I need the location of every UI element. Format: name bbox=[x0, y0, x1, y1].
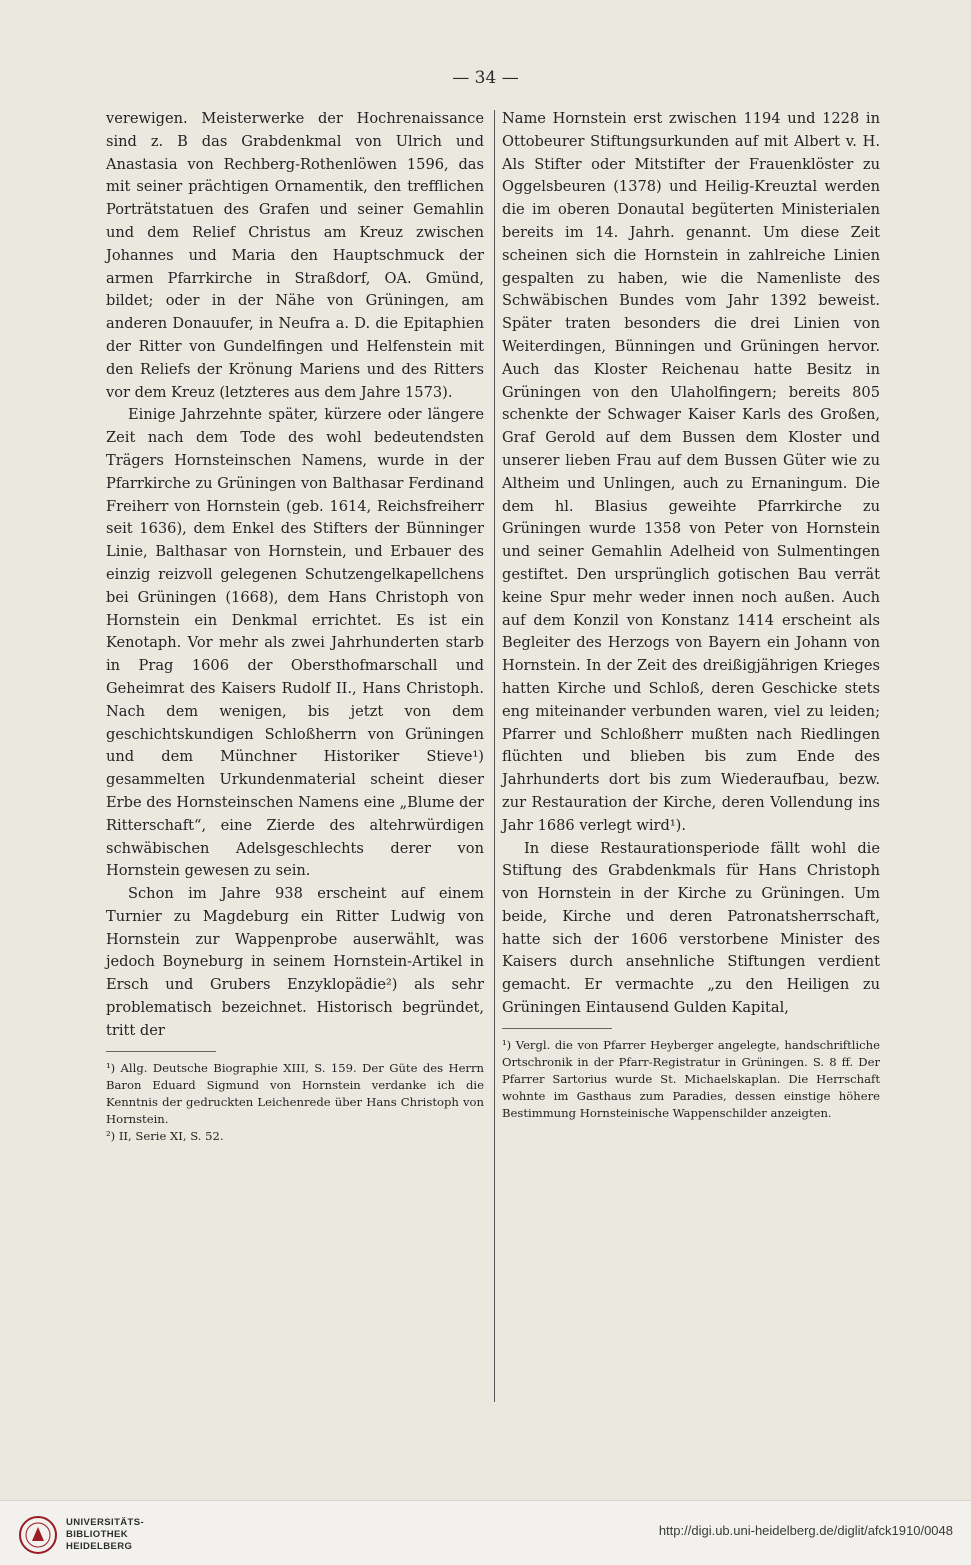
left-column bbox=[106, 108, 484, 1145]
source-url-link[interactable]: http://digi.ub.uni-heidelberg.de/diglit/afck1910/0048 bbox=[658, 1523, 953, 1538]
library-logo[interactable] bbox=[18, 1513, 228, 1557]
right-column bbox=[502, 108, 880, 1122]
paragraph: Einige Jahrzehnte später, kürzere oder längere Zeit nach dem Tode des wohl bedeutendsten Trägers Hornsteinschen Namens, wurde in der Pfarrkirche zu Grüningen von Balthasar Ferdinand Freiherr von Hornstein (geb. 1614, Reichsfreiherr seit 1636), dem Enkel des Stifters der Bünninger Linie, Balthasar von Hornstein, und Erbauer des einzig reizvoll gelegenen Schutzengelkapellchens bei Grüningen (1668), dem Hans Christoph von Hornstein ein Denkmal errichtet. Es ist ein Kenotaph. Vor mehr als zwei Jahrhunderten starb in Prag 1606 der Obersthofmarschall und Geheimrat des Kaisers Rudolf II., Hans Christoph. Nach dem wenigen, bis jetzt von dem geschichtskundigen Schloßherrn von Grüningen und dem Münchner Historiker Stieve¹) gesammelten Urkundenmaterial scheint dieser Erbe des Hornsteinschen Namens eine „Blume der Ritterschaft“, eine Zierde des altehrwürdigen schwäbischen Adelsgeschlechts derer von Hornstein gewesen zu sein. bbox=[106, 406, 484, 880]
logo-line: BIBLIOTHEK bbox=[66, 1529, 129, 1540]
page-number: — 34 — bbox=[452, 68, 519, 88]
footnote: ²) II, Serie XI, S. 52. bbox=[106, 1128, 224, 1143]
footnote: ¹) Vergl. die von Pfarrer Heyberger angelegte, handschriftliche Ortschronik in der Pfarr-Registratur in Grüningen. S. 8 ff. Der Pfarrer Sartorius wurde St. Michaelskaplan. Die Herrschaft wohnte im Gasthaus zum Paradies, dessen einstige höhere Bestimmung Hornsteinische Wappenschilder anzeigten. bbox=[502, 1037, 880, 1120]
footnote-rule bbox=[106, 1051, 216, 1052]
column-divider bbox=[494, 110, 495, 1402]
paragraph: In diese Restaurationsperiode fällt wohl die Stiftung des Grabdenkmals für Hans Christoph von Hornstein in der Kirche zu Grüningen. Um beide, Kirche und deren Patronatsherrschaft, hatte sich der 1606 verstorbene Minister des Kaisers durch ansehnliche Stiftungen verdient gemacht. Er vermachte „zu den Heiligen zu Grüningen Eintausend Gulden Kapital, bbox=[502, 839, 880, 1017]
logo-line: HEIDELBERG bbox=[66, 1541, 133, 1552]
paragraph: verewigen. Meisterwerke der Hochrenaissance sind z. B das Grabdenkmal von Ulrich und Anastasia von Rechberg-Rothenlöwen 1596, das mit seiner prächtigen Ornamentik, den trefflichen Porträtstatuen des Grafen und seiner Gemahlin und dem Relief Christus am Kreuz zwischen Johannes und Maria den Hauptschmuck der armen Pfarrkirche in Straßdorf, OA. Gmünd, bildet; oder in der Nähe von Grüningen, am anderen Donauufer, in Neufra a. D. die Epitaphien der Ritter von Gundelfingen und Helfenstein mit den Reliefs der Krönung Mariens und des Ritters vor dem Kreuz (letzteres aus dem Jahre 1573). bbox=[106, 110, 484, 401]
logo-line: UNIVERSITÄTS- bbox=[66, 1517, 145, 1528]
university-seal-icon bbox=[18, 1515, 58, 1555]
footnote: ¹) Allg. Deutsche Biographie XIII, S. 159. Der Güte des Herrn Baron Eduard Sigmund von Hornstein verdanke ich die Kenntnis der gedruckten Leichenrede über Hans Christoph von Hornstein. bbox=[106, 1060, 484, 1126]
footnote-rule bbox=[502, 1028, 612, 1029]
paragraph: Schon im Jahre 938 erscheint auf einem Turnier zu Magdeburg ein Ritter Ludwig von Hornstein zur Wappenprobe auserwählt, was jedoch Boyneburg in seinem Hornstein-Artikel in Ersch und Grubers Enzyklopädie²) als sehr problematisch bezeichnet. Historisch begründet, tritt der bbox=[106, 885, 484, 1039]
paragraph: Name Hornstein erst zwischen 1194 und 1228 in Ottobeurer Stiftungsurkunden auf mit Albert v. H. Als Stifter oder Mitstifter der Frauenklöster zu Oggelsbeuren (1378) und Heilig-Kreuztal werden die im oberen Donautal begüterten Ministerialen bereits im 14. Jahrh. genannt. Um diese Zeit scheinen sich die Hornstein in zahlreiche Linien gespalten zu haben, wie die Namenliste des Schwäbischen Bundes vom Jahr 1392 beweist. Später traten besonders die drei Linien von Weiterdingen, Bünningen und Grüningen hervor. Auch das Kloster Reichenau hatte Besitz in Grüningen von den Ulaholfingern; bereits 805 schenkte der Schwager Kaiser Karls des Großen, Graf Gerold auf dem Bussen dem Kloster und unserer lieben Frau auf dem Bussen Güter wie zu Altheim und Unlingen, auch zu Ernaningum. Die dem hl. Blasius geweihte Pfarrkirche zu Grüningen wurde 1358 von Peter von Hornstein und seiner Gemahlin Adelheid von Sulmentingen gestiftet. Den ursprünglich gotischen Bau verrät keine Spur mehr weder innen noch außen. Auch auf dem Konzil von Konstanz 1414 erscheint als Begleiter des Herzogs von Bayern ein Johann von Hornstein. In der Zeit des dreißigjährigen Krieges hatten Kirche und Schloß, deren Geschicke stets eng miteinander verbunden waren, viel zu leiden; Pfarrer und Schloßherr mußten nach Riedlingen flüchten und blieben bis zum Ende des Jahrhunderts dort bis zum Wiederaufbau, bezw. zur Restauration der Kirche, deren Vollendung ins Jahr 1686 verlegt wird¹). bbox=[502, 110, 880, 834]
viewer-footer bbox=[0, 1500, 971, 1565]
